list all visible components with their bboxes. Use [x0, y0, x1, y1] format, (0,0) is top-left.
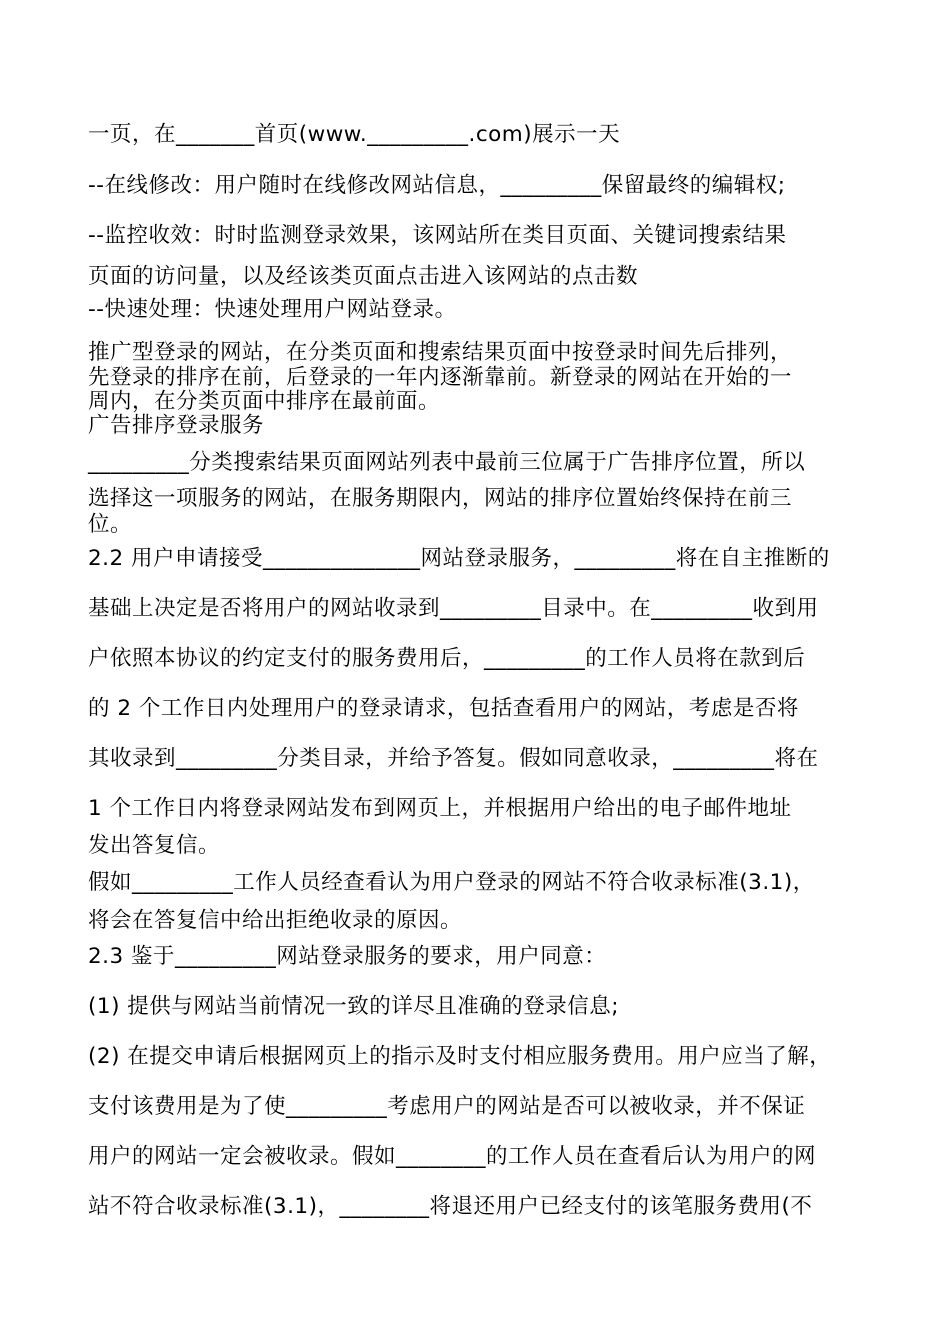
text-line: 页面的访问量，以及经该类页面点击进入该网站的点击数	[88, 264, 639, 289]
section-heading: 广告排序登录服务	[88, 413, 265, 438]
text-line: 一页，在_______首页(www._________.com)展示一天	[88, 122, 621, 147]
text-line: (2) 在提交申请后根据网页上的指示及时支付相应服务费用。用户应当了解，	[88, 1044, 832, 1069]
text-line: 位。	[88, 512, 133, 537]
text-line: _________分类搜索结果页面网站列表中最前三位属于广告排序位置，所以	[88, 450, 806, 475]
text-line: 基础上决定是否将用户的网站收录到_________目录中。在_________收到用	[88, 596, 819, 621]
text-line: 推广型登录的网站，在分类页面和搜索结果页面中按登录时间先后排列，	[88, 340, 793, 365]
text-line: --监控收效：时时监测登录效果，该网站所在类目页面、关键词搜索结果	[88, 223, 787, 248]
text-line: 假如_________工作人员经查看认为用户登录的网站不符合收录标准(3.1)，	[88, 870, 815, 895]
text-line: 用户的网站一定会被收录。假如________的工作人员在查看后认为用户的网	[88, 1144, 817, 1169]
text-line: 发出答复信。	[88, 833, 221, 858]
text-line: 2.3 鉴于_________网站登录服务的要求，用户同意：	[88, 944, 607, 969]
text-line: 站不符合收录标准(3.1)，________将退还用户已经支付的该笔服务费用(不	[88, 1194, 813, 1219]
text-line: 1 个工作日内将登录网站发布到网页上，并根据用户给出的电子邮件地址	[88, 796, 792, 821]
text-line: 的 2 个工作日内处理用户的登录请求，包括查看用户的网站，考虑是否将	[88, 696, 799, 721]
text-line: --在线修改：用户随时在线修改网站信息，_________保留最终的编辑权;	[88, 173, 786, 198]
text-line: 户依照本协议的约定支付的服务费用后，_________的工作人员将在款到后	[88, 646, 806, 671]
text-line: 先登录的排序在前，后登录的一年内逐渐靠前。新登录的网站在开始的一	[88, 365, 793, 390]
text-line: 2.2 用户申请接受______________网站登录服务，_________将在自主推断的	[88, 546, 830, 571]
text-line: 支付该费用是为了使_________考虑用户的网站是否可以被收录，并不保证	[88, 1094, 806, 1119]
text-line: 将会在答复信中给出拒绝收录的原因。	[88, 908, 463, 933]
text-line: 周内，在分类页面中排序在最前面。	[88, 389, 441, 414]
text-line: (1) 提供与网站当前情况一致的详尽且准确的登录信息;	[88, 994, 620, 1019]
text-line: --快速处理：快速处理用户网站登录。	[88, 297, 457, 322]
text-line: 其收录到_________分类目录，并给予答复。假如同意收录，_________将在	[88, 746, 819, 771]
text-line: 选择这一项服务的网站，在服务期限内，网站的排序位置始终保持在前三	[88, 486, 793, 511]
